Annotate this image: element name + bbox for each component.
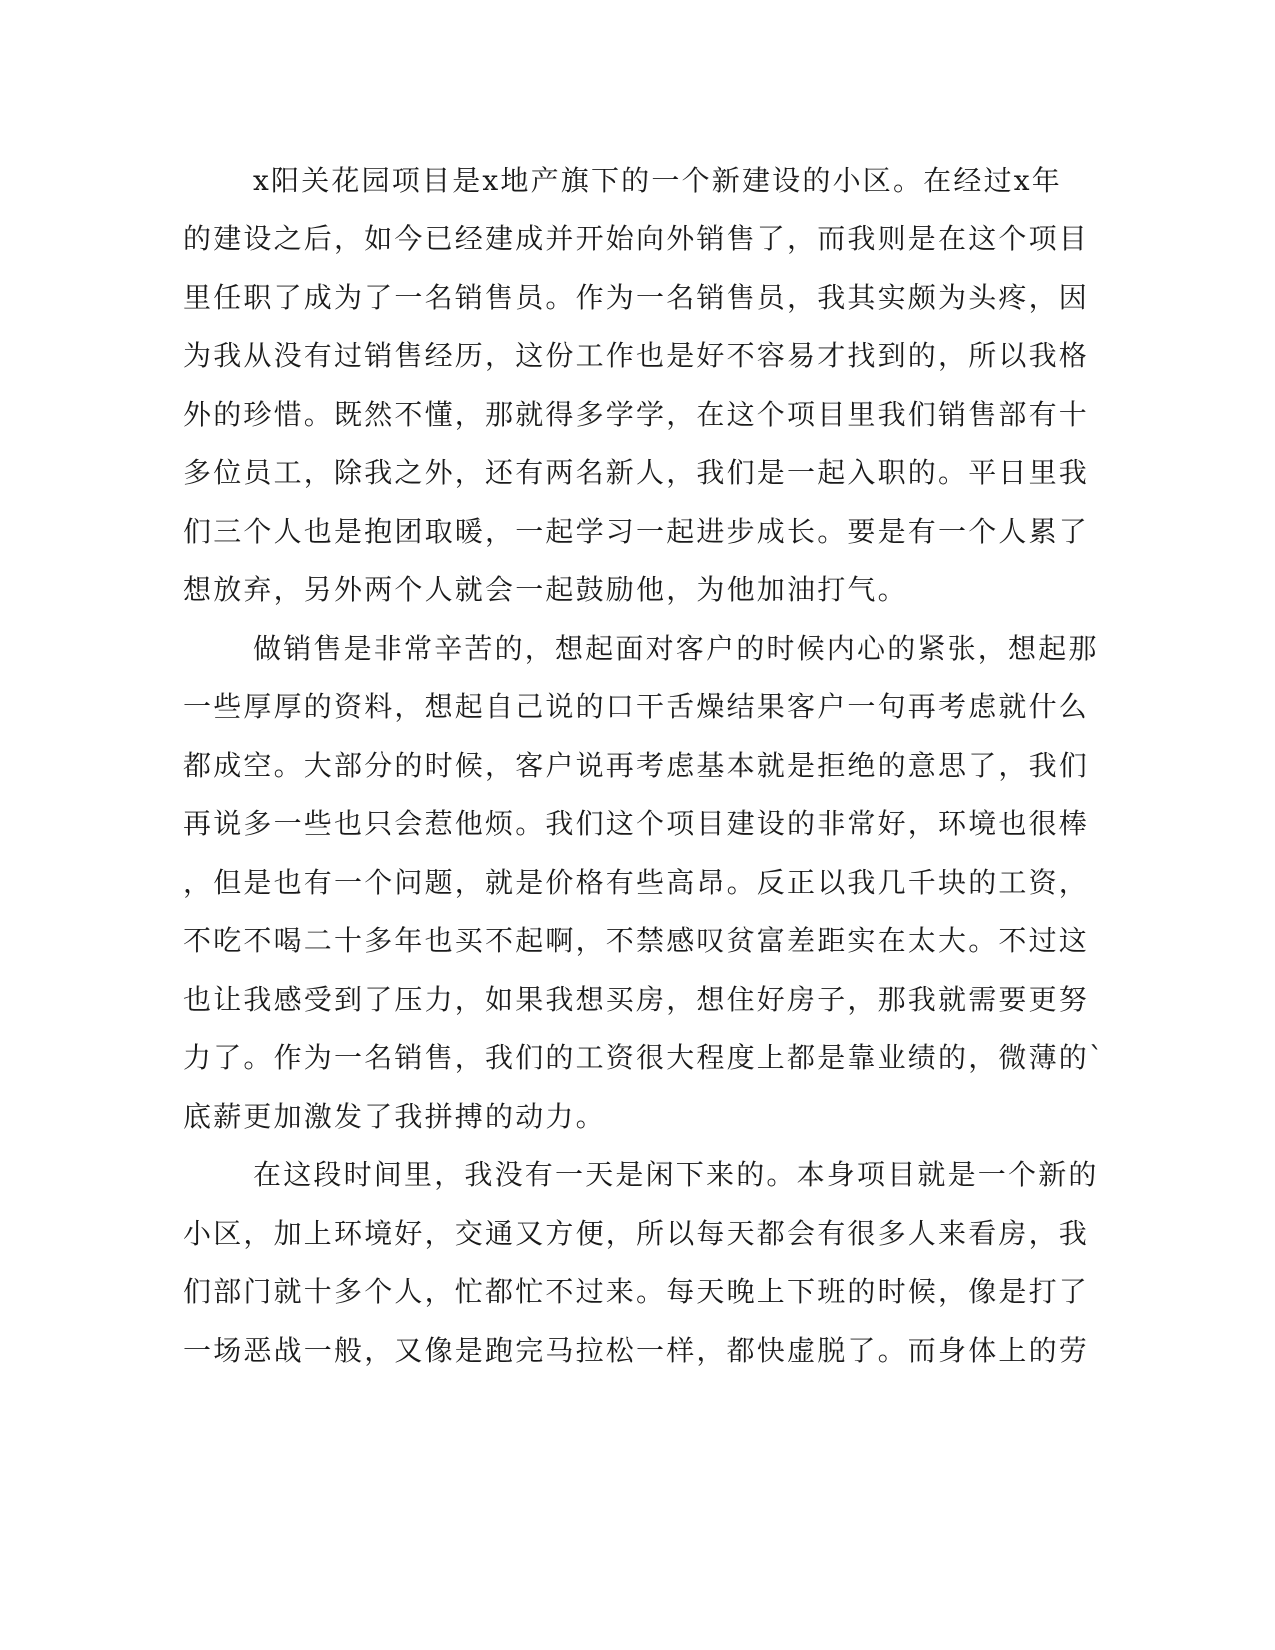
- text-line-14: 不吃不喝二十多年也买不起啊，不禁感叹贫富差距实在太大。不过这: [183, 924, 1090, 957]
- text-line-12: 再说多一些也只会惹他烦。我们这个项目建设的非常好，环境也很棒: [183, 807, 1090, 840]
- text-line-19: 小区，加上环境好，交通又方便，所以每天都会有很多人来看房，我: [183, 1217, 1090, 1250]
- text-line-08: 想放弃，另外两个人就会一起鼓励他，为他加油打气。: [183, 573, 908, 606]
- text-line-04: 为我从没有过销售经历，这份工作也是好不容易才找到的，所以我格: [183, 339, 1090, 372]
- text-line-18: 在这段时间里，我没有一天是闲下来的。本身项目就是一个新的: [253, 1158, 1099, 1191]
- text-line-21: 一场恶战一般，又像是跑完马拉松一样，都快虚脱了。而身体上的劳: [183, 1334, 1090, 1367]
- text-line-20: 们部门就十多个人，忙都忙不过来。每天晚上下班的时候，像是打了: [183, 1275, 1090, 1308]
- text-line-01: x阳关花园项目是x地产旗下的一个新建设的小区。在经过x年: [253, 164, 1062, 197]
- text-line-17: 底薪更加激发了我拼搏的动力。: [183, 1100, 606, 1133]
- text-line-07: 们三个人也是抱团取暖，一起学习一起进步成长。要是有一个人累了: [183, 515, 1090, 548]
- text-line-02: 的建设之后，如今已经建成并开始向外销售了，而我则是在这个项目: [183, 222, 1090, 255]
- text-line-15: 也让我感受到了压力，如果我想买房，想住好房子，那我就需要更努: [183, 983, 1090, 1016]
- text-line-06: 多位员工，除我之外，还有两名新人，我们是一起入职的。平日里我: [183, 456, 1090, 489]
- text-line-09: 做销售是非常辛苦的，想起面对客户的时候内心的紧张，想起那: [253, 632, 1099, 665]
- text-line-16: 力了。作为一名销售，我们的工资很大程度上都是靠业绩的，微薄的`: [183, 1041, 1106, 1074]
- text-line-13: ，但是也有一个问题，就是价格有些高昂。反正以我几千块的工资，: [183, 866, 1090, 899]
- text-line-10: 一些厚厚的资料，想起自己说的口干舌燥结果客户一句再考虑就什么: [183, 690, 1090, 723]
- text-line-11: 都成空。大部分的时候，客户说再考虑基本就是拒绝的意思了，我们: [183, 749, 1090, 782]
- text-line-05: 外的珍惜。既然不懂，那就得多学学，在这个项目里我们销售部有十: [183, 398, 1090, 431]
- text-line-03: 里任职了成为了一名销售员。作为一名销售员，我其实颇为头疼，因: [183, 281, 1090, 314]
